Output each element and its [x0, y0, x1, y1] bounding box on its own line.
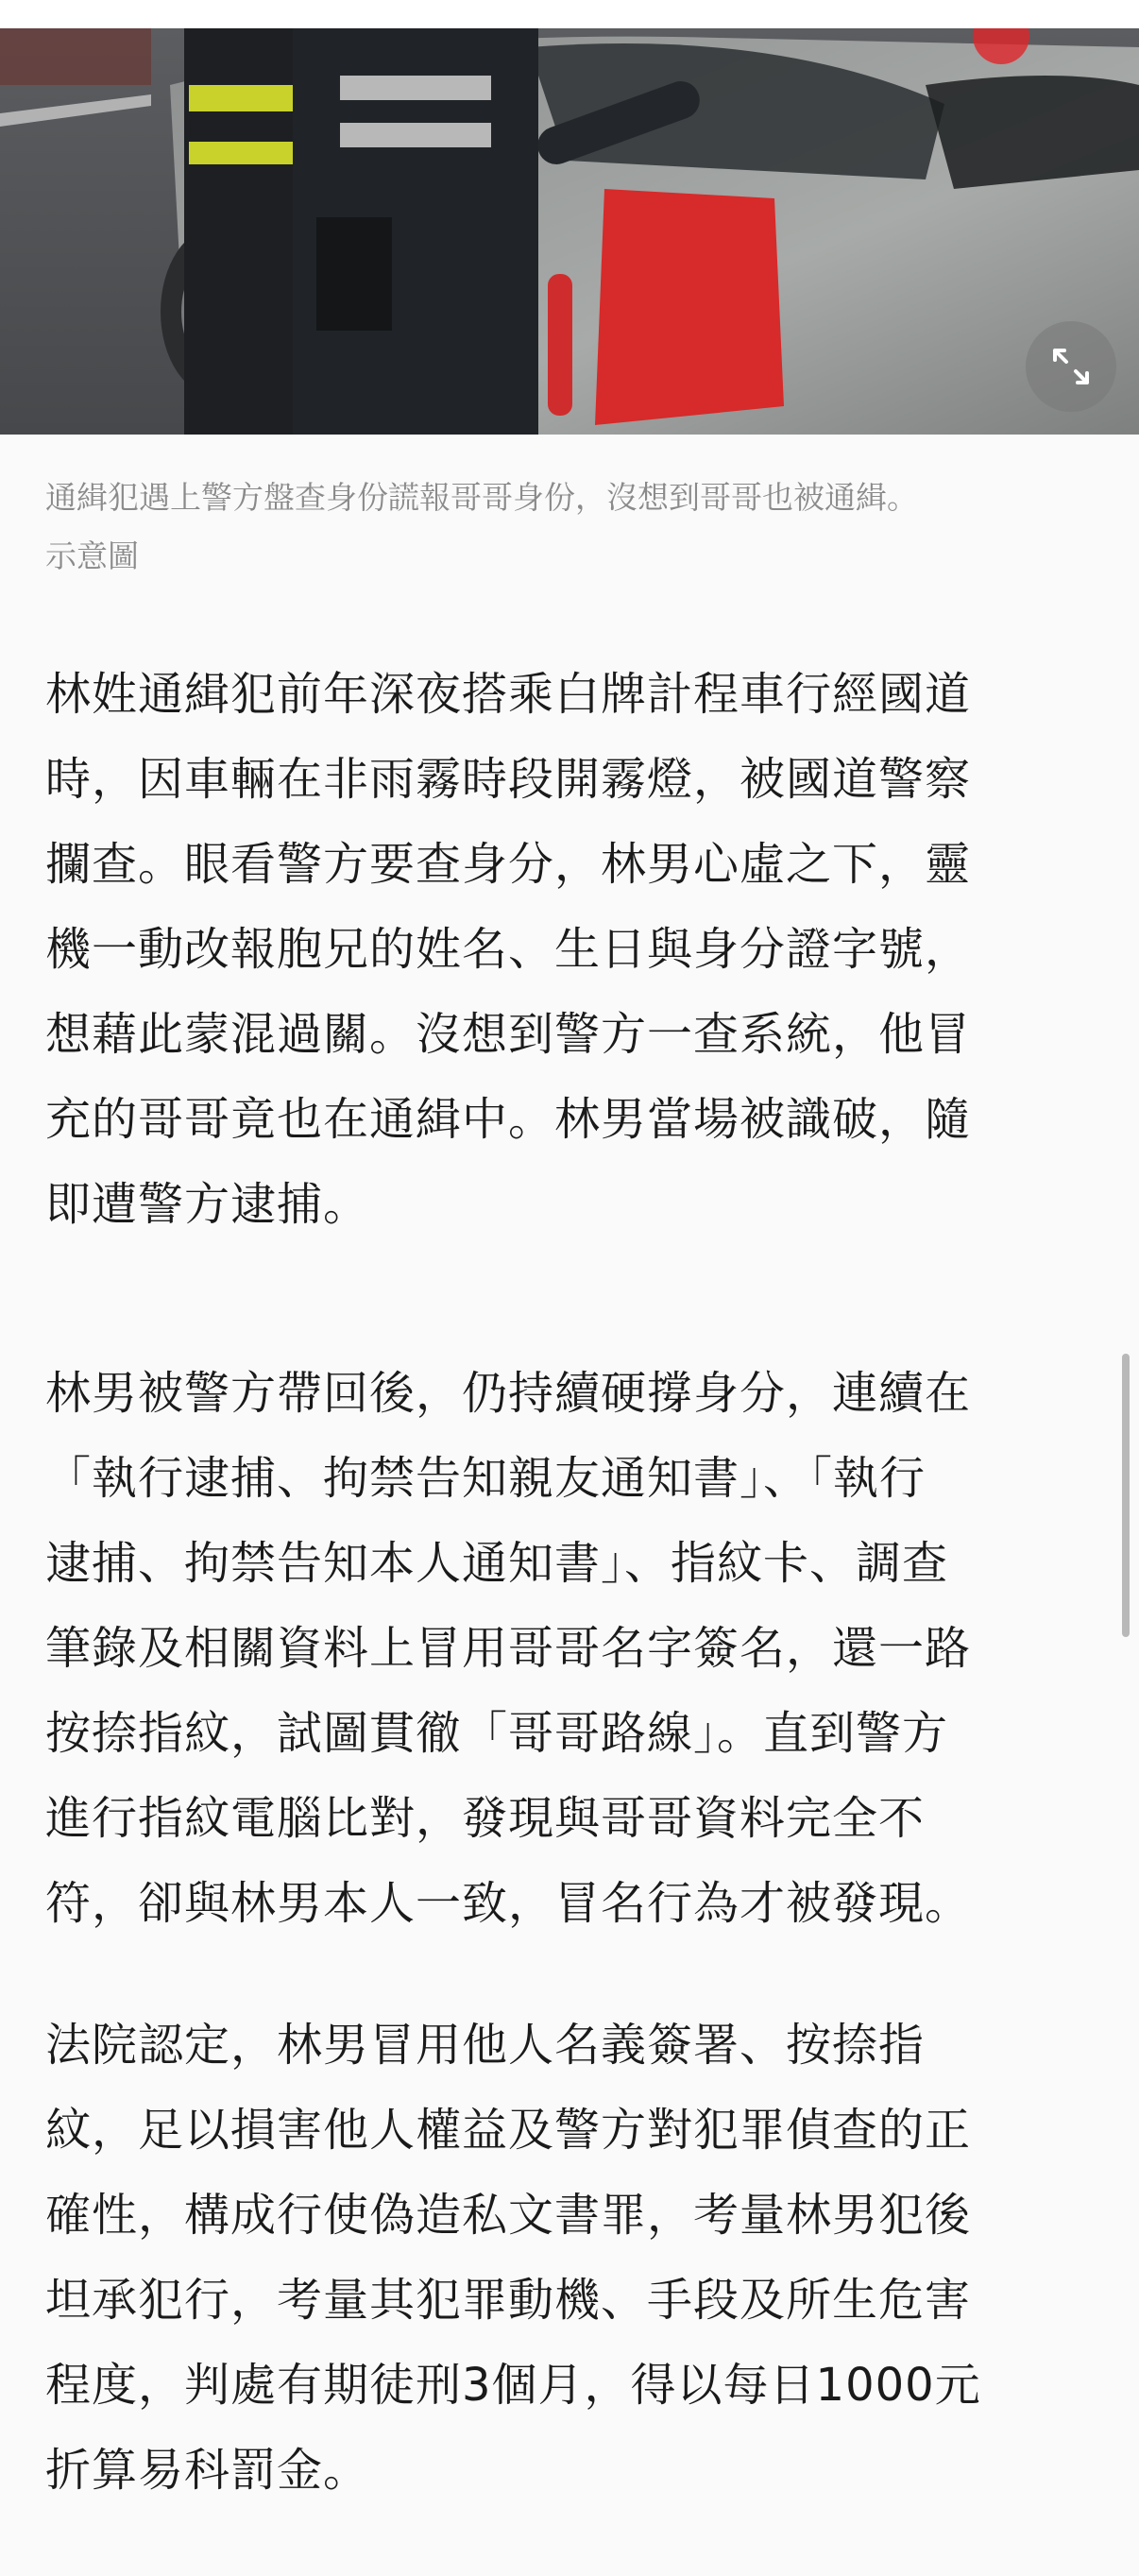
article-paragraph: 林男被警方帶回後，仍持續硬撐身分，連續在 「執行逮捕、拘禁告知親友通知書」、「執行 逮捕、拘禁告知本人通知書」、指紋卡、調查 筆錄及相關資料上冒用哥哥名字簽名，還一路 按捺指紋，試圖貫徹「哥哥路線」。直到警方 進行指紋電腦比對，發現與哥哥資料完全不 符，卻與林男本人一致，冒名行為才被發現。 [45, 1367, 972, 1930]
photo-caption: 通緝犯遇上警方盤查身份謊報哥哥身份，沒想到哥哥也被通緝。 示意圖 [45, 479, 918, 574]
police-checking-car-photo [0, 28, 1139, 435]
expand-image-button[interactable] [1026, 321, 1116, 412]
scrollbar[interactable] [1122, 1354, 1130, 1637]
expand-arrows-icon [1047, 343, 1095, 390]
article-paragraph: 法院認定，林男冒用他人名義簽署、按捺指 紋，足以損害他人權益及警方對犯罪偵查的正 確性，構成行使偽造私文書罪，考量林男犯後 坦承犯行，考量其犯罪動機、手段及所生危害 程度，判處有期徒刑3個月，得以每日1000元 折算易科罰金。 [45, 2019, 981, 2497]
top-bar [0, 0, 1139, 28]
article-paragraph: 林姓通緝犯前年深夜搭乘白牌計程車行經國道 時，因車輛在非雨霧時段開霧燈，被國道警察 攔查。眼看警方要查身分，林男心虛之下，靈 機一動改報胞兄的姓名、生日與身分證字號， 想藉此蒙混過關。沒想到警方一查系統，他冒 充的哥哥竟也在通緝中。林男當場被識破，隨 即遭警方逮捕。 [45, 668, 972, 1231]
article-photo[interactable] [0, 28, 1139, 435]
